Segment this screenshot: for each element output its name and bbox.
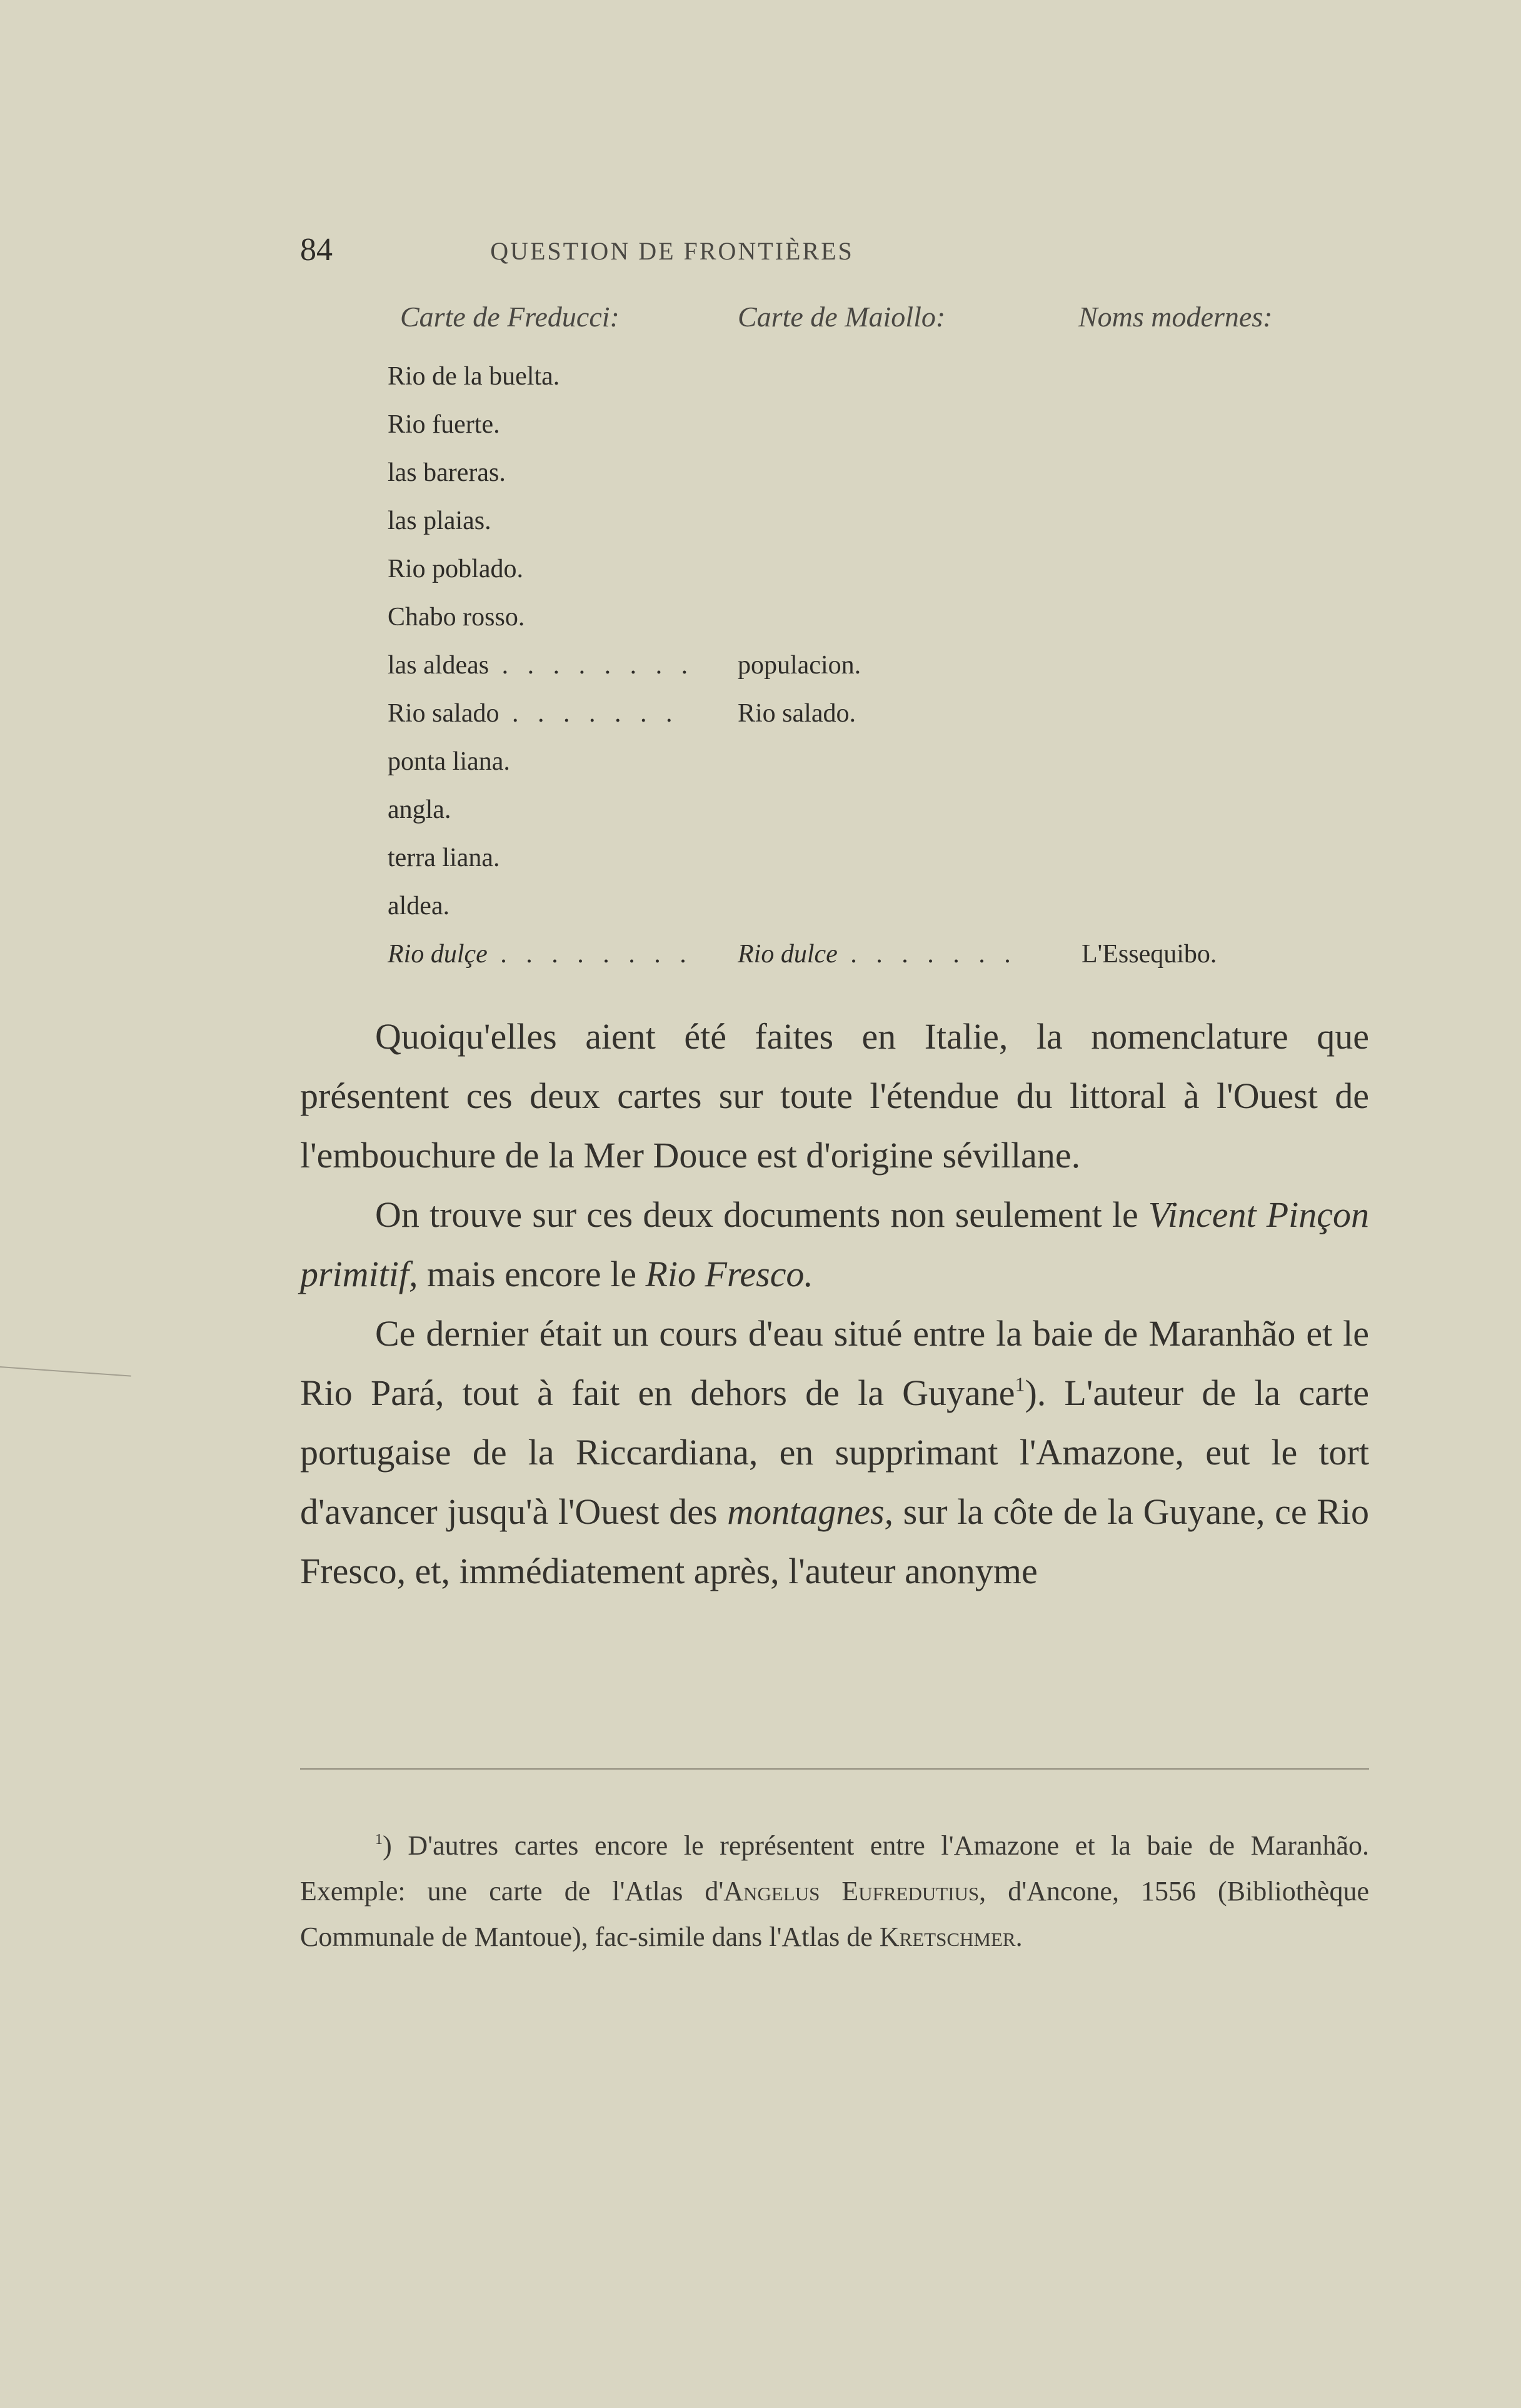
freducci-name: Chabo rosso. (388, 603, 525, 632)
leader-dots: . . . . . . . (837, 940, 1017, 969)
freducci-name: Rio poblado. (388, 555, 523, 583)
text-run: mais encore le (418, 1254, 646, 1294)
text-run: Ce dernier était un cours d'eau situé entre la baie de Maranhão et le Rio Pará, tout à fait en dehors de la Guyane (300, 1313, 1369, 1413)
italic-run: montagnes, (727, 1491, 894, 1532)
text-run: . (1015, 1922, 1023, 1952)
table-row (388, 742, 1363, 790)
paragraph: Quoiqu'elles aient été faites en Italie, la nomenclature que présentent ces deux cartes sur toute l'étendue du littoral à l'Ouest de l'embouchure de la Mer Douce est d'origine sévillane. (300, 1016, 1369, 1176)
freducci-cell (388, 698, 678, 728)
footnote-rule (300, 1768, 1369, 1770)
running-title: QUESTION DE FRONTIÈRES (490, 237, 854, 265)
maiollo-name: Rio salado. (738, 699, 856, 728)
page-number: 84 (300, 232, 333, 268)
maiollo-name: Rio dulce (738, 940, 838, 969)
column-header-modern: Noms modernes: (1078, 301, 1273, 333)
margin-mark (0, 1366, 131, 1377)
text-run: , d'Ancone, 1556 (Bibliothèque Communale de Mantoue), fac-simile dans l'Atlas de (300, 1876, 1369, 1952)
leader-dots: . . . . . . . . (487, 940, 693, 969)
italic-run: Vincent Pinçon primitif, (300, 1194, 1370, 1294)
column-header-freducci: Carte de Freducci: (400, 301, 620, 333)
freducci-cell (388, 939, 693, 969)
freducci-cell (388, 650, 694, 680)
running-head (300, 231, 1044, 269)
table-row (388, 790, 1363, 838)
maiollo-name: populacion. (738, 651, 861, 680)
text-run: sur la côte de la Guyane, ce Rio Fresco, et, immédiatement après, l'auteur anonyme (300, 1491, 1369, 1591)
freducci-name: Rio salado (388, 699, 499, 728)
freducci-name: aldea. (388, 892, 450, 920)
small-caps-run: Kretschmer (879, 1922, 1016, 1952)
small-caps-run: Angelus Eufredutius (723, 1876, 980, 1907)
table-row (388, 886, 1363, 934)
freducci-name: ponta liana. (388, 747, 510, 776)
table-row (388, 838, 1363, 886)
table-row (388, 453, 1363, 501)
text-run: ) D'autres cartes encore le représentent entre l'Amazone et la baie de Maranhão. Exemple: une carte de l'Atlas d' (300, 1830, 1369, 1907)
table-row (388, 934, 1363, 982)
text-run: ). L'auteur de la carte portugaise de la Riccardiana, en supprimant l'Amazone, eut le tort d'avancer jusqu'à l'Ouest des (300, 1373, 1369, 1532)
leader-dots: . . . . . . . (499, 699, 679, 728)
table-row (388, 645, 1363, 693)
table-header (388, 300, 1363, 356)
text-run: On trouve sur ces deux documents non seulement le (375, 1194, 1148, 1235)
freducci-name: las aldeas (388, 651, 489, 680)
column-header-maiollo: Carte de Maiollo: (738, 301, 946, 333)
body-text (300, 1007, 1369, 1601)
table-row (388, 693, 1363, 742)
freducci-name: terra liana. (388, 844, 500, 872)
freducci-name: Rio de la buelta. (388, 362, 560, 391)
freducci-name: Rio dulçe (388, 940, 488, 969)
freducci-name: angla. (388, 795, 451, 824)
leader-dots: . . . . . . . . (489, 651, 695, 680)
table-row (388, 356, 1363, 405)
maiollo-cell (738, 939, 1017, 969)
table-row (388, 597, 1363, 645)
footnote-paragraph (300, 1823, 1369, 1960)
italic-run: Rio Fresco. (645, 1254, 813, 1294)
footnote-mark: 1 (375, 1831, 383, 1848)
paragraph (300, 1185, 1369, 1304)
paragraph (300, 1304, 1369, 1601)
place-names-table (388, 300, 1363, 982)
table-row (388, 405, 1363, 453)
modern-name: L'Essequibo. (1082, 940, 1217, 969)
table-row (388, 549, 1363, 597)
freducci-name: las plaias. (388, 506, 491, 535)
table-row (388, 501, 1363, 549)
freducci-name: las bareras. (388, 458, 506, 487)
freducci-name: Rio fuerte. (388, 410, 500, 439)
footnote (300, 1823, 1369, 1960)
footnote-reference: 1 (1015, 1373, 1025, 1396)
